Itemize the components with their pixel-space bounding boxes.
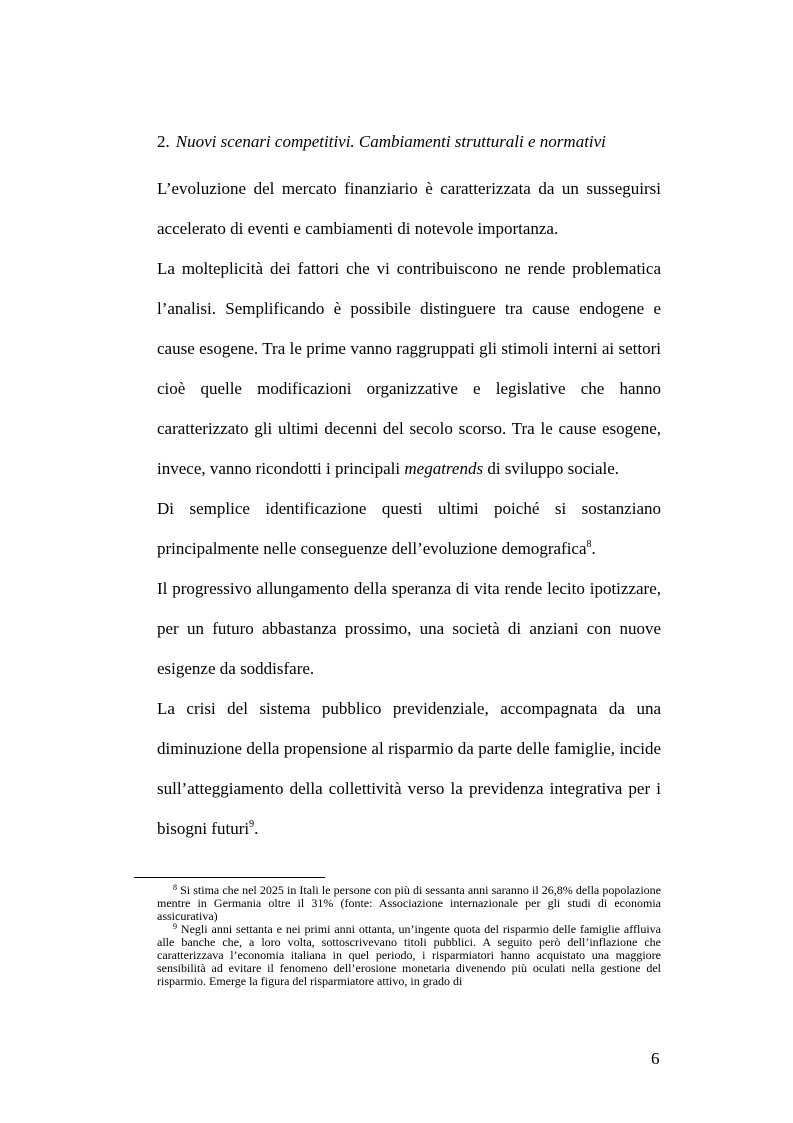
footnote-ref: 8: [586, 539, 592, 550]
paragraph: [157, 689, 661, 849]
footnote: [157, 923, 661, 988]
paragraph: [157, 569, 661, 689]
paragraph-text: Di semplice identificazione questi ultimi poiché si sostanziano principalmente nelle conseguenze dell’evoluzione demografica: [157, 499, 661, 558]
paragraph: [157, 489, 661, 569]
page-number: 6: [651, 1049, 660, 1068]
footnote-text: Si stima che nel 2025 in Itali le persone con più di sessanta anni saranno il 26,8% della popolazione mentre in Germania oltre il 31% (fonte: Associazione internazionale per gli studi di economia assicurativa): [157, 883, 661, 923]
section-title: Nuovi scenari competitivi. Cambiamenti strutturali e normativi: [175, 132, 606, 151]
paragraph-end: .: [591, 539, 596, 558]
italic-term: megatrends: [404, 459, 484, 478]
paragraph: [157, 169, 661, 249]
footnote-mark: 8: [173, 883, 177, 892]
paragraph-text: La molteplicità dei fattori che vi contribuiscono ne rende problematica l’analisi. Semplificando è possibile distinguere tra cause endogene e cause esogene. Tra le prime vanno raggruppati gli stimoli interni ai settori cioè quelle modificazioni organizzative e legislative che hanno caratterizzato gli ultimi decenni del secolo scorso. Tra le cause esogene, invece, vanno ricondotti i principali: [157, 259, 661, 478]
paragraph-text: di sviluppo sociale.: [483, 459, 620, 478]
footnote-text: Negli anni settanta e nei primi anni ottanta, un’ingente quota del risparmio delle famiglie affluiva alle banche che, a loro volta, sottoscrivevano titoli pubblici. A seguito però dell’inflazione che caratterizzava l’economia italiana in quel periodo, i risparmiatori hanno acquistato una maggiore sensibilità ad evitare il fenomeno dell’erosione monetaria divenendo più oculati nella gestione del risparmio. Emerge la figura del risparmiatore attivo, in grado di: [157, 922, 661, 988]
paragraph: [157, 249, 661, 489]
body-text: [157, 169, 661, 849]
paragraph-text: La crisi del sistema pubblico previdenziale, accompagnata da una diminuzione della propensione al risparmio da parte delle famiglie, incide sull’atteggiamento della collettività verso la previdenza integrativa per i bisogni futuri: [157, 699, 661, 838]
paragraph-text: L’evoluzione del mercato finanziario è caratterizzata da un susseguirsi accelerato di eventi e cambiamenti di notevole importanza.: [157, 179, 661, 238]
footnote-ref: 9: [249, 819, 255, 830]
footnote-separator: [134, 877, 325, 878]
footnote-mark: 9: [173, 922, 177, 931]
footnotes: [157, 884, 661, 988]
paragraph-end: .: [254, 819, 259, 838]
section-heading: [157, 131, 677, 153]
footnote: [157, 884, 661, 923]
section-number: 2.: [157, 132, 170, 151]
paragraph-text: Il progressivo allungamento della speranza di vita rende lecito ipotizzare, per un futuro abbastanza prossimo, una società di anziani con nuove esigenze da soddisfare.: [157, 579, 661, 678]
